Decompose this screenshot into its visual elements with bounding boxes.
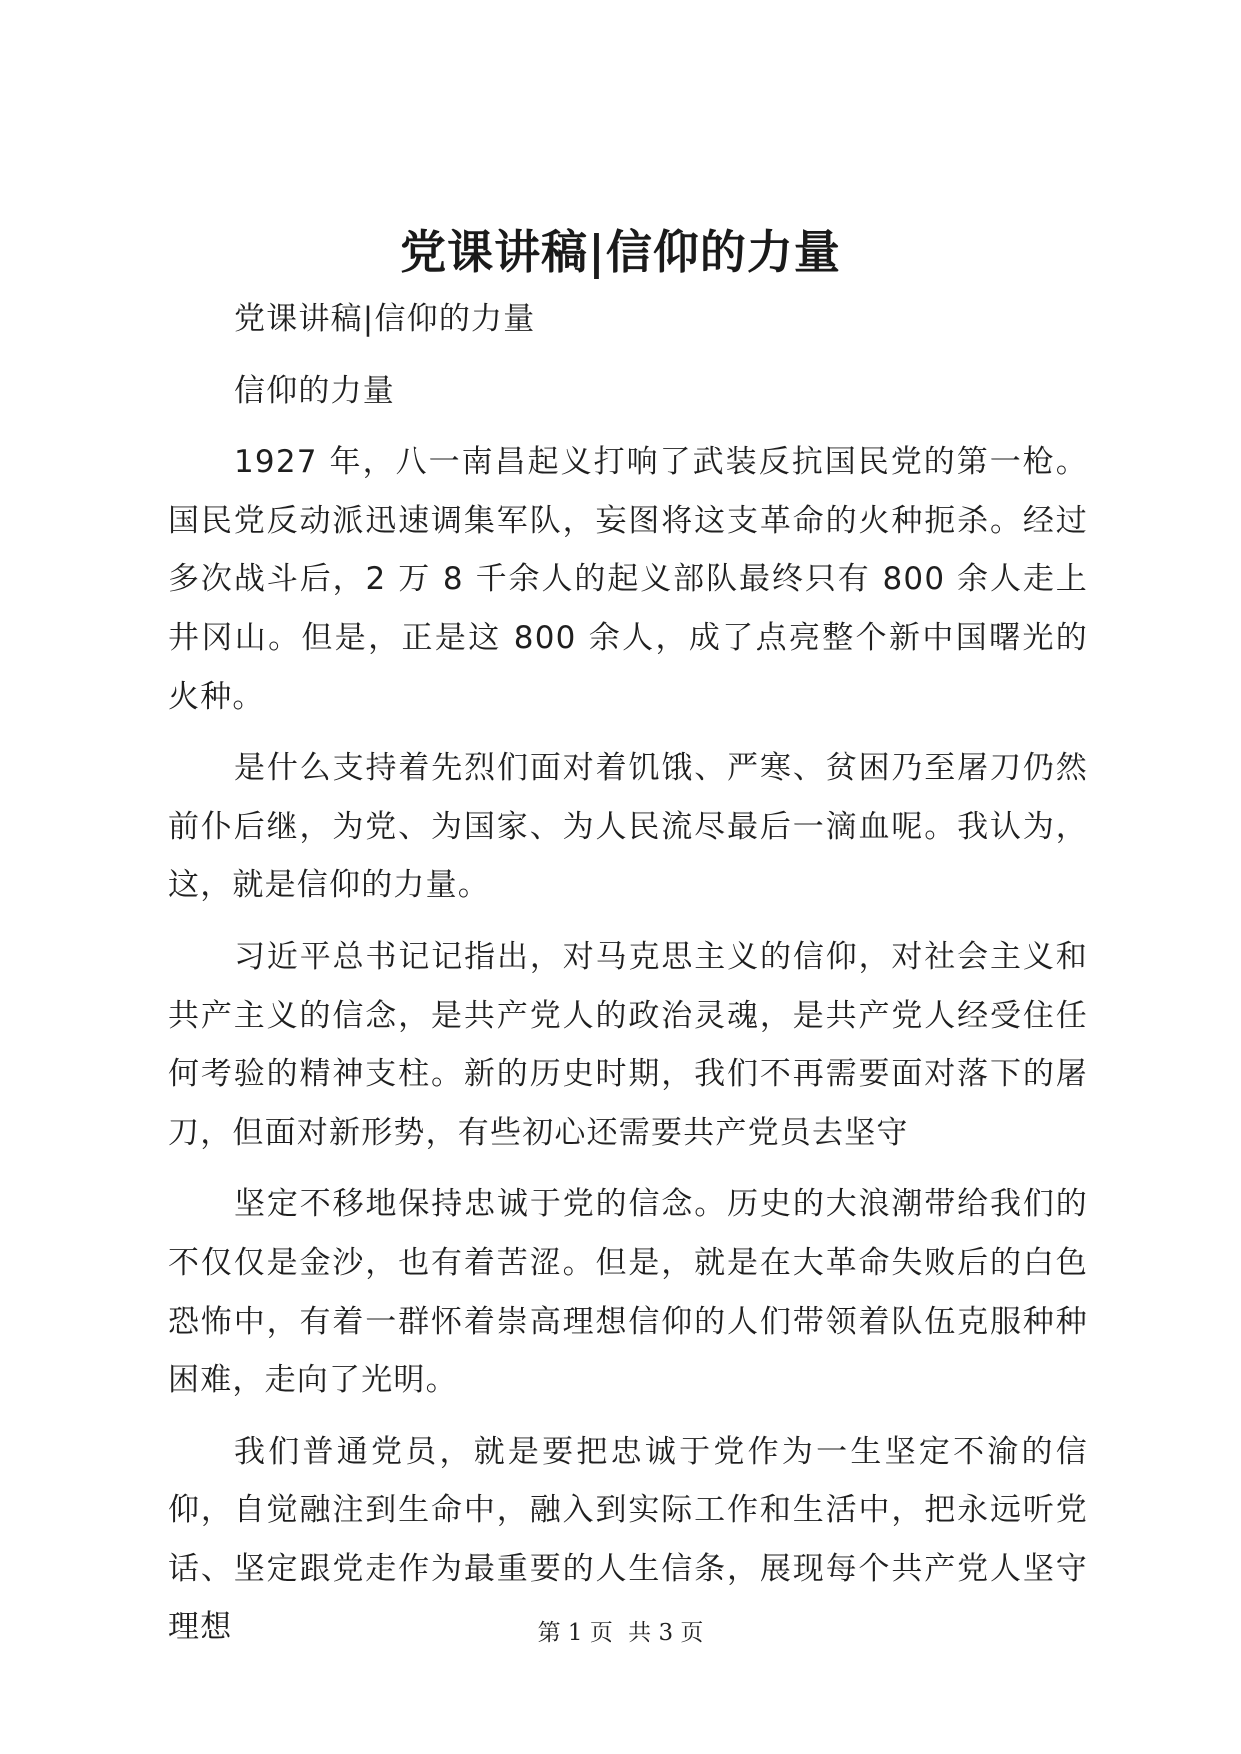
paragraph: 是什么支持着先烈们面对着饥饿、严寒、贫困乃至屠刀仍然前仆后继，为党、为国家、为人民流尽最后一滴血呢。我认为，这，就是信仰的力量。 (168, 750, 1088, 904)
page-total: 共 3 页 (628, 1620, 704, 1646)
page-footer (0, 1618, 1241, 1648)
paragraph-subtitle: 党课讲稿|信仰的力量 (234, 301, 536, 337)
paragraph: 我们普通党员，就是要把忠诚于党作为一生坚定不渝的信仰，自觉融注到生命中，融入到实际工作和生活中，把永远听党话、坚定跟党走作为最重要的人生信条，展现每个共产党人坚守理想 (168, 1433, 1088, 1646)
paragraph-heading: 信仰的力量 (234, 372, 395, 409)
document-title: 党课讲稿|信仰的力量 (400, 225, 841, 279)
document-body (168, 290, 1088, 1670)
paragraph: 坚定不移地保持忠诚于党的信念。历史的大浪潮带给我们的不仅仅是金沙，也有着苦涩。但是，就是在大革命失败后的白色恐怖中，有着一群怀着崇高理想信仰的人们带领着队伍克服种种困难，走向了光明。 (168, 1186, 1088, 1399)
paragraph: 1927 年，八一南昌起义打响了武装反抗国民党的第一枪。国民党反动派迅速调集军队，妄图将这支革命的火种扼杀。经过多次战斗后，2 万 8 千余人的起义部队最终只有 800 余人走上井冈山。但是，正是这 800 余人，成了点亮整个新中国曙光的火种。 (168, 444, 1088, 715)
paragraph: 习近平总书记记指出，对马克思主义的信仰，对社会主义和共产主义的信念，是共产党人的政治灵魂，是共产党人经受住任何考验的精神支柱。新的历史时期，我们不再需要面对落下的屠刀，但面对新形势，有些初心还需要共产党员去坚守 (168, 938, 1088, 1151)
page-number: 第 1 页 (537, 1620, 613, 1646)
